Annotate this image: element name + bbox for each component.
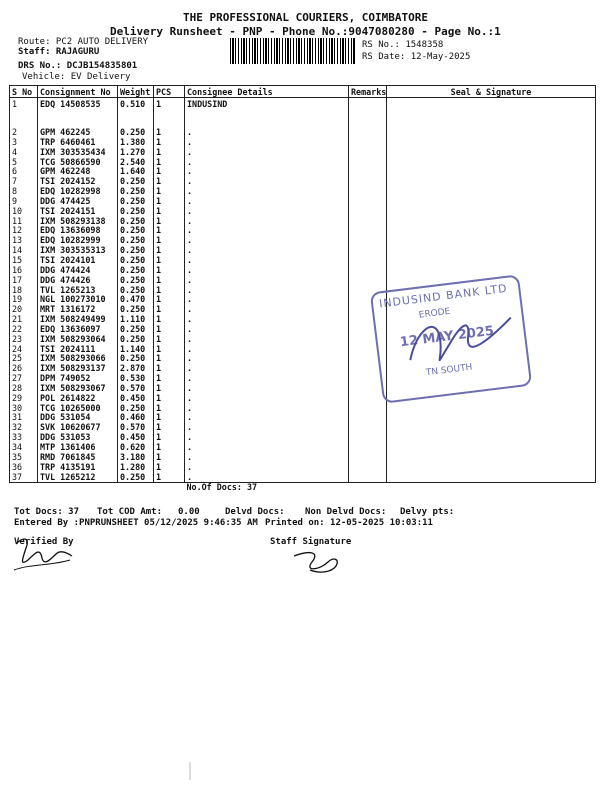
cell-remarks	[349, 394, 387, 404]
cell-consignee: .	[185, 413, 349, 423]
cell-seal	[387, 158, 596, 168]
cell-sno: 6	[10, 167, 38, 177]
cell-consignee: .	[185, 158, 349, 168]
cell-seal	[387, 226, 596, 236]
cell-remarks	[349, 187, 387, 197]
cell-consignee: .	[185, 256, 349, 266]
cell-consignment-no: TSI 2024151	[38, 207, 118, 217]
cell-remarks	[349, 423, 387, 433]
col-consignee-details: Consignee Details	[185, 86, 349, 98]
table-summary-row	[10, 483, 596, 493]
cell-pcs: 1	[154, 335, 185, 345]
cell-sno: 22	[10, 325, 38, 335]
cell-pcs: 1	[154, 276, 185, 286]
cell-consignee: .	[185, 315, 349, 325]
cell-remarks	[349, 236, 387, 246]
table-spacer-row	[10, 110, 596, 128]
cell-remarks	[349, 473, 387, 483]
cell-sno: 29	[10, 394, 38, 404]
cell-sno: 21	[10, 315, 38, 325]
cell-pcs: 1	[154, 266, 185, 276]
cell-weight: 2.870	[118, 364, 154, 374]
stamp-line3: TN SOUTH	[425, 362, 474, 379]
cell-sno: 34	[10, 443, 38, 453]
rs-date: RS Date: 12-May-2025	[362, 52, 471, 62]
cell-weight: 1.140	[118, 345, 154, 355]
cell-weight: 0.250	[118, 226, 154, 236]
table-row	[10, 423, 596, 433]
table-row	[10, 167, 596, 177]
stamp-line1: INDUSIND BANK LTD	[378, 281, 509, 311]
cell-consignee: .	[185, 384, 349, 394]
cell-pcs: 1	[154, 325, 185, 335]
cell-seal	[387, 177, 596, 187]
cell-seal	[387, 433, 596, 443]
cell-pcs: 1	[154, 167, 185, 177]
cell-consignee: .	[185, 443, 349, 453]
cell-consignee: .	[185, 217, 349, 227]
cell-consignment-no: DDG 531054	[38, 413, 118, 423]
cell-sno: 23	[10, 335, 38, 345]
cell-seal	[387, 246, 596, 256]
cell-pcs: 1	[154, 364, 185, 374]
cell-weight: 0.250	[118, 236, 154, 246]
cell-weight: 0.250	[118, 325, 154, 335]
cell-seal	[387, 138, 596, 148]
table-row	[10, 236, 596, 246]
cell-sno: 13	[10, 236, 38, 246]
cell-weight: 0.250	[118, 335, 154, 345]
cell-seal	[387, 404, 596, 414]
col-seal-signature: Seal & Signature	[387, 86, 596, 98]
cell-sno: 30	[10, 404, 38, 414]
cell-consignment-no: IXM 508293066	[38, 354, 118, 364]
scan-mark	[189, 762, 191, 780]
cell-consignee: .	[185, 374, 349, 384]
cell-weight: 0.470	[118, 295, 154, 305]
cell-weight: 0.460	[118, 413, 154, 423]
cell-weight: 0.250	[118, 473, 154, 483]
table-row	[10, 413, 596, 423]
cell-seal	[387, 473, 596, 483]
entered-by: Entered By :PNPRUNSHEET 05/12/2025 9:46:35 AM	[14, 518, 258, 528]
table-row	[10, 453, 596, 463]
cell-consignment-no: IXM 303535434	[38, 148, 118, 158]
cell-consignment-no: DPM 749052	[38, 374, 118, 384]
cell-consignment-no: EDQ 10282999	[38, 236, 118, 246]
cell-consignment-no: SVK 10620677	[38, 423, 118, 433]
cell-sno: 33	[10, 433, 38, 443]
cell-seal	[387, 423, 596, 433]
barcode	[230, 38, 356, 64]
cell-pcs: 1	[154, 473, 185, 483]
cell-weight: 2.540	[118, 158, 154, 168]
cell-remarks	[349, 158, 387, 168]
cell-consignee: .	[185, 266, 349, 276]
cell-remarks	[349, 217, 387, 227]
tot-cod-value: 0.00	[178, 507, 200, 517]
cell-consignment-no: IXM 508293138	[38, 217, 118, 227]
cell-consignee: .	[185, 246, 349, 256]
table-row	[10, 226, 596, 236]
cell-weight: 0.250	[118, 246, 154, 256]
stamp-line2: ERODE	[418, 306, 451, 321]
cell-remarks	[349, 246, 387, 256]
cell-seal	[387, 148, 596, 158]
cell-sno: 35	[10, 453, 38, 463]
cell-consignment-no: TRP 4135191	[38, 463, 118, 473]
cell-consignment-no: TSI 2024101	[38, 256, 118, 266]
cell-sno: 20	[10, 305, 38, 315]
cell-sno: 2	[10, 128, 38, 138]
staff-label: Staff: RAJAGURU	[18, 47, 100, 57]
verifier-signature-icon	[10, 530, 80, 575]
cell-weight: 1.110	[118, 315, 154, 325]
table-row	[10, 158, 596, 168]
cell-sno: 11	[10, 217, 38, 227]
col-sno: S No	[10, 86, 38, 98]
cell-pcs: 1	[154, 246, 185, 256]
cell-weight: 0.250	[118, 305, 154, 315]
cell-consignee: .	[185, 305, 349, 315]
cell-sno: 1	[10, 98, 38, 111]
cell-seal	[387, 128, 596, 138]
cell-consignee: .	[185, 453, 349, 463]
cell-remarks	[349, 404, 387, 414]
cell-sno: 32	[10, 423, 38, 433]
printed-on: Printed on: 12-05-2025 10:03:11	[265, 518, 433, 528]
cell-consignee: .	[185, 364, 349, 374]
table-row	[10, 246, 596, 256]
cell-seal	[387, 266, 596, 276]
col-pcs: PCS	[154, 86, 185, 98]
cell-weight: 0.620	[118, 443, 154, 453]
cell-consignee: .	[185, 433, 349, 443]
table-row	[10, 148, 596, 158]
cell-weight: 0.250	[118, 354, 154, 364]
cell-pcs: 1	[154, 384, 185, 394]
cell-seal	[387, 98, 596, 111]
drs-number: DRS No.: DCJB154835801	[18, 61, 138, 71]
cell-sno: 36	[10, 463, 38, 473]
cell-weight: 1.640	[118, 167, 154, 177]
cell-consignee: .	[185, 167, 349, 177]
cell-pcs: 1	[154, 236, 185, 246]
cell-sno: 4	[10, 148, 38, 158]
cell-seal	[387, 167, 596, 177]
cell-consignment-no: TSI 2024152	[38, 177, 118, 187]
cell-sno: 19	[10, 295, 38, 305]
cell-consignee: .	[185, 177, 349, 187]
cell-weight: 0.250	[118, 177, 154, 187]
table-row	[10, 404, 596, 414]
cell-consignment-no: DDG 474426	[38, 276, 118, 286]
cell-weight: 1.380	[118, 138, 154, 148]
cell-sno: 26	[10, 364, 38, 374]
cell-pcs: 1	[154, 207, 185, 217]
cell-weight: 0.250	[118, 266, 154, 276]
table-row	[10, 433, 596, 443]
cell-pcs: 1	[154, 286, 185, 296]
cell-consignee: .	[185, 236, 349, 246]
cell-consignment-no: NGL 100273010	[38, 295, 118, 305]
cell-consignee: .	[185, 335, 349, 345]
cell-weight: 0.570	[118, 384, 154, 394]
cell-remarks	[349, 148, 387, 158]
table-row	[10, 207, 596, 217]
cell-pcs: 1	[154, 394, 185, 404]
cell-consignment-no: MRT 1316172	[38, 305, 118, 315]
cell-consignee: .	[185, 148, 349, 158]
table-row	[10, 443, 596, 453]
route-label: Route: PC2 AUTO DELIVERY	[18, 37, 149, 47]
cell-consignee: .	[185, 276, 349, 286]
cell-consignee: INDUSIND	[185, 98, 349, 111]
cell-remarks	[349, 463, 387, 473]
cell-consignee: .	[185, 463, 349, 473]
cell-seal	[387, 463, 596, 473]
cell-sno: 9	[10, 197, 38, 207]
cell-consignee: .	[185, 226, 349, 236]
tot-cod-label: Tot COD Amt:	[97, 507, 163, 517]
cell-consignee: .	[185, 394, 349, 404]
cell-seal	[387, 197, 596, 207]
cell-pcs: 1	[154, 295, 185, 305]
cell-weight: 0.450	[118, 394, 154, 404]
cell-pcs: 1	[154, 197, 185, 207]
cell-remarks	[349, 266, 387, 276]
col-remarks: Remarks	[349, 86, 387, 98]
cell-remarks	[349, 453, 387, 463]
delvd-docs: Delvd Docs:	[225, 507, 285, 517]
cell-consignment-no: DDG 474425	[38, 197, 118, 207]
cell-consignment-no: POL 2614822	[38, 394, 118, 404]
table-row	[10, 266, 596, 276]
stamp-signature-icon	[372, 277, 530, 402]
cell-weight: 0.250	[118, 187, 154, 197]
company-title: THE PROFESSIONAL COURIERS, COIMBATORE	[183, 11, 429, 24]
cell-sno: 16	[10, 266, 38, 276]
rs-number: RS No.: 1548358	[362, 40, 444, 50]
cell-consignment-no: IXM 508249499	[38, 315, 118, 325]
cell-consignee: .	[185, 354, 349, 364]
cell-pcs: 1	[154, 433, 185, 443]
cell-consignment-no: DDG 531053	[38, 433, 118, 443]
verified-by: Verified By	[14, 537, 74, 547]
cell-pcs: 1	[154, 374, 185, 384]
cell-weight: 0.530	[118, 374, 154, 384]
cell-consignee: .	[185, 325, 349, 335]
cell-consignment-no: MTP 1361406	[38, 443, 118, 453]
cell-consignee: .	[185, 473, 349, 483]
no-of-docs: No.Of Docs: 37	[186, 482, 258, 493]
cell-sno: 7	[10, 177, 38, 187]
cell-consignment-no: IXM 508293064	[38, 335, 118, 345]
table-row	[10, 177, 596, 187]
cell-consignment-no: DDG 474424	[38, 266, 118, 276]
cell-consignee: .	[185, 138, 349, 148]
cell-seal	[387, 413, 596, 423]
cell-pcs: 1	[154, 177, 185, 187]
cell-pcs: 1	[154, 138, 185, 148]
cell-remarks	[349, 177, 387, 187]
cell-seal	[387, 443, 596, 453]
bank-seal-stamp	[370, 274, 533, 403]
cell-consignee: .	[185, 404, 349, 414]
cell-pcs: 1	[154, 354, 185, 364]
cell-consignee: .	[185, 295, 349, 305]
cell-consignment-no: RMD 7061845	[38, 453, 118, 463]
cell-remarks	[349, 276, 387, 286]
cell-consignment-no: EDQ 10282998	[38, 187, 118, 197]
cell-consignment-no: GPM 462245	[38, 128, 118, 138]
cell-consignment-no: IXM 303535313	[38, 246, 118, 256]
non-delvd-docs: Non Delvd Docs:	[305, 507, 387, 517]
cell-pcs: 1	[154, 128, 185, 138]
cell-weight: 0.510	[118, 98, 154, 111]
cell-pcs: 1	[154, 404, 185, 414]
table-row	[10, 138, 596, 148]
cell-weight: 0.250	[118, 286, 154, 296]
cell-remarks	[349, 207, 387, 217]
cell-sno: 17	[10, 276, 38, 286]
table-row	[10, 473, 596, 483]
cell-weight: 0.570	[118, 423, 154, 433]
table-row	[10, 463, 596, 473]
cell-remarks	[349, 443, 387, 453]
table-row	[10, 187, 596, 197]
cell-pcs: 1	[154, 423, 185, 433]
cell-weight: 0.250	[118, 256, 154, 266]
cell-seal	[387, 187, 596, 197]
cell-weight: 0.250	[118, 128, 154, 138]
cell-sno: 14	[10, 246, 38, 256]
cell-consignment-no: EDQ 14508535	[38, 98, 118, 111]
cell-sno: 28	[10, 384, 38, 394]
cell-sno: 25	[10, 354, 38, 364]
cell-pcs: 1	[154, 453, 185, 463]
cell-consignee: .	[185, 286, 349, 296]
runsheet-subtitle: Delivery Runsheet - PNP - Phone No.:9047080280 - Page No.:1	[110, 25, 501, 38]
cell-sno: 3	[10, 138, 38, 148]
cell-remarks	[349, 98, 387, 111]
col-consignment-no: Consignment No	[38, 86, 118, 98]
cell-pcs: 1	[154, 315, 185, 325]
table-row	[10, 256, 596, 266]
cell-sno: 8	[10, 187, 38, 197]
cell-consignee: .	[185, 197, 349, 207]
stamp-date: 12 MAY 2025	[399, 323, 495, 351]
cell-consignment-no: TVL 1265212	[38, 473, 118, 483]
cell-consignee: .	[185, 187, 349, 197]
cell-sno: 18	[10, 286, 38, 296]
table-row	[10, 217, 596, 227]
cell-consignment-no: TVL 1265213	[38, 286, 118, 296]
cell-weight: 3.180	[118, 453, 154, 463]
cell-pcs: 1	[154, 443, 185, 453]
cell-weight: 0.450	[118, 433, 154, 443]
cell-sno: 24	[10, 345, 38, 355]
table-header-row	[10, 86, 596, 98]
cell-sno: 5	[10, 158, 38, 168]
cell-seal	[387, 453, 596, 463]
cell-consignment-no: EDQ 13636098	[38, 226, 118, 236]
cell-remarks	[349, 413, 387, 423]
cell-sno: 37	[10, 473, 38, 483]
cell-remarks	[349, 226, 387, 236]
cell-consignment-no: GPM 462248	[38, 167, 118, 177]
cell-consignee: .	[185, 423, 349, 433]
table-row	[10, 394, 596, 404]
cell-sno: 27	[10, 374, 38, 384]
cell-remarks	[349, 138, 387, 148]
cell-remarks	[349, 167, 387, 177]
table-row	[10, 128, 596, 138]
cell-weight: 0.250	[118, 217, 154, 227]
cell-pcs: 1	[154, 413, 185, 423]
cell-seal	[387, 217, 596, 227]
cell-pcs: 1	[154, 98, 185, 111]
cell-sno: 31	[10, 413, 38, 423]
cell-consignment-no: TCG 10265000	[38, 404, 118, 414]
cell-pcs: 1	[154, 187, 185, 197]
cell-consignment-no: TRP 6460461	[38, 138, 118, 148]
cell-sno: 10	[10, 207, 38, 217]
cell-consignee: .	[185, 128, 349, 138]
cell-consignment-no: TSI 2024111	[38, 345, 118, 355]
cell-consignee: .	[185, 207, 349, 217]
table-row	[10, 98, 596, 111]
staff-signature-label: Staff Signature	[270, 537, 352, 547]
delvy-pts: Delvy pts:	[400, 507, 455, 517]
cell-seal	[387, 236, 596, 246]
cell-pcs: 1	[154, 256, 185, 266]
cell-weight: 0.250	[118, 197, 154, 207]
cell-weight: 1.280	[118, 463, 154, 473]
cell-pcs: 1	[154, 305, 185, 315]
cell-remarks	[349, 433, 387, 443]
table-row	[10, 197, 596, 207]
cell-pcs: 1	[154, 158, 185, 168]
col-weight: Weight	[118, 86, 154, 98]
cell-pcs: 1	[154, 345, 185, 355]
cell-pcs: 1	[154, 148, 185, 158]
cell-remarks	[349, 197, 387, 207]
cell-consignment-no: TCG 50866590	[38, 158, 118, 168]
cell-seal	[387, 207, 596, 217]
cell-pcs: 1	[154, 463, 185, 473]
staff-signature-icon	[290, 548, 350, 576]
vehicle-label: Vehicle: EV Delivery	[22, 72, 131, 82]
cell-weight: 1.270	[118, 148, 154, 158]
cell-weight: 0.250	[118, 207, 154, 217]
cell-consignment-no: IXM 508293067	[38, 384, 118, 394]
cell-consignment-no: EDQ 13636097	[38, 325, 118, 335]
cell-consignee: .	[185, 345, 349, 355]
cell-weight: 0.250	[118, 404, 154, 414]
cell-pcs: 1	[154, 217, 185, 227]
cell-pcs: 1	[154, 226, 185, 236]
cell-consignment-no: IXM 508293137	[38, 364, 118, 374]
tot-docs: Tot Docs: 37	[14, 507, 80, 517]
cell-sno: 15	[10, 256, 38, 266]
cell-sno: 12	[10, 226, 38, 236]
cell-weight: 0.250	[118, 276, 154, 286]
cell-seal	[387, 256, 596, 266]
cell-remarks	[349, 256, 387, 266]
cell-remarks	[349, 128, 387, 138]
